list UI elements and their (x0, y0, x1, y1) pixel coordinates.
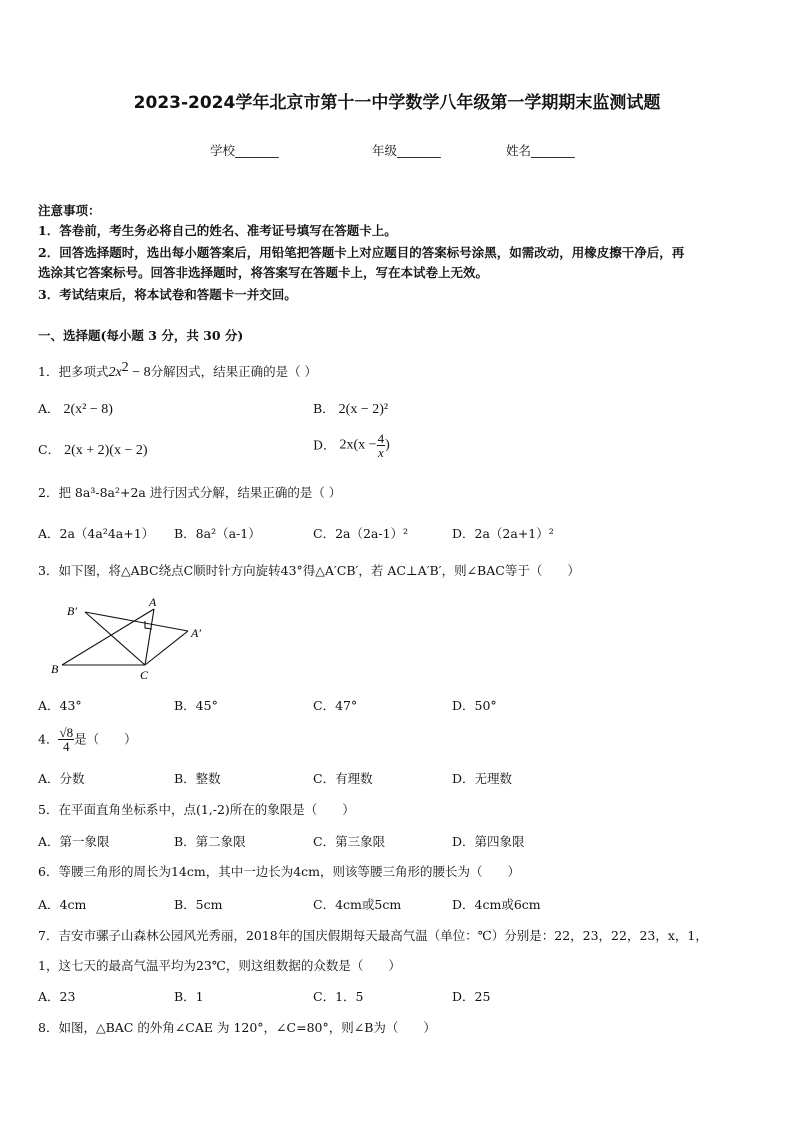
q3-option-a: A．43° (38, 698, 82, 713)
q8-stem: 8．如图，△BAC 的外角∠CAE 为 120°，∠C=80°，则∠B为（ ） (38, 1020, 436, 1035)
notice-item-3: 3．考试结束后，将本试卷和答题卡一并交回。 (38, 287, 297, 302)
label-b: B (51, 662, 59, 676)
q4-option-d: D．无理数 (452, 771, 513, 786)
q3-option-c: C．47° (313, 698, 358, 713)
segment-ap-c (145, 631, 188, 665)
q7-option-c: C．1．5 (313, 989, 364, 1004)
notice-item-1: 1．答卷前，考生务必将自己的姓名、准考证号填写在答题卡上。 (38, 223, 397, 238)
q4-option-b: B．整数 (174, 771, 221, 786)
label-a-prime: A′ (191, 626, 201, 640)
q5-stem: 5．在平面直角坐标系中，点(1,-2)所在的象限是（ ） (38, 802, 355, 817)
name-field: 姓名_______ (506, 143, 575, 158)
segment-bp-ap (85, 612, 188, 631)
q2-option-c: C．2a（2a-1）² (313, 526, 409, 541)
notice-item-2b: 选涂其它答案标号。回答非选择题时，将答案写在答题卡上，写在本试卷上无效。 (38, 265, 489, 280)
q3-option-d: D．50° (452, 698, 497, 713)
q5-option-a: A．第一象限 (38, 834, 110, 849)
q1-option-a: A． 2(x² − 8) (38, 401, 113, 417)
q6-option-a: A．4cm (38, 897, 87, 912)
q6-option-b: B．5cm (174, 897, 223, 912)
q2-option-d: D．2a（2a+1）² (452, 526, 554, 541)
q7-stem-line2: 1，这七天的最高气温平均为23℃，则这组数据的众数是（ ） (38, 958, 401, 973)
grade-field: 年级_______ (372, 143, 441, 158)
q4-stem: 4． $\frac{√8}{4}$ 是（ ） (38, 725, 137, 754)
q7-option-b: B．1 (174, 989, 204, 1004)
q7-stem-line1: 7．吉安市骡子山森林公园风光秀丽，2018年的国庆假期每天最高气温（单位：℃）分别是：22，23，22，23，x，1， (38, 928, 708, 943)
q3-option-b: B．45° (174, 698, 218, 713)
label-a: A (149, 595, 157, 609)
q5-option-d: D．第四象限 (452, 834, 525, 849)
q1-option-c: C． 2(x + 2)(x − 2) (38, 442, 148, 458)
label-c: C (140, 668, 149, 682)
q5-option-b: B．第二象限 (174, 834, 246, 849)
q1-stem: 1．把多项式$2x^2 - 8$分解因式，结果正确的是（ ） (38, 360, 318, 381)
q1-option-b: B． 2(x − 2)² (313, 401, 389, 417)
q2-option-b: B．8a²（a-1） (174, 526, 261, 541)
q4-option-a: A．分数 (38, 771, 85, 786)
q5-option-c: C．第三象限 (313, 834, 386, 849)
q3-stem: 3．如下图，将△ABC绕点C顺时针方向旋转43°得△A′CB′，若 AC⊥A′B′，则∠BAC等于（ ） (38, 563, 580, 578)
q1-option-d: D． 2x(x − $\frac{4}{x}$ ) (313, 431, 390, 460)
page-title: 2023-2024学年北京市第十一中学数学八年级第一学期期末监测试题 (133, 93, 661, 113)
label-b-prime: B′ (67, 604, 77, 618)
notice-heading: 注意事项： (38, 203, 101, 218)
q2-option-a: A．2a（4a²4a+1） (38, 526, 155, 541)
section-heading: 一、选择题(每小题 3 分，共 30 分) (38, 328, 244, 343)
q3-figure (45, 595, 220, 685)
q7-option-a: A．23 (38, 989, 76, 1004)
segment-ac (145, 609, 154, 665)
notice-item-2a: 2．回答选择题时，选出每小题答案后，用铅笔把答题卡上对应题目的答案标号涂黑，如需改动，用橡皮擦干净后，再 (38, 245, 685, 260)
q6-option-d: D．4cm或6cm (452, 897, 541, 912)
q6-option-c: C．4cm或5cm (313, 897, 402, 912)
school-field: 学校_______ (210, 143, 279, 158)
q7-option-d: D．25 (452, 989, 491, 1004)
q6-stem: 6．等腰三角形的周长为14cm，其中一边长为4cm，则该等腰三角形的腰长为（ ） (38, 864, 521, 879)
q2-stem: 2．把 8a³-8a²+2a 进行因式分解，结果正确的是（ ） (38, 485, 342, 500)
q4-option-c: C．有理数 (313, 771, 373, 786)
